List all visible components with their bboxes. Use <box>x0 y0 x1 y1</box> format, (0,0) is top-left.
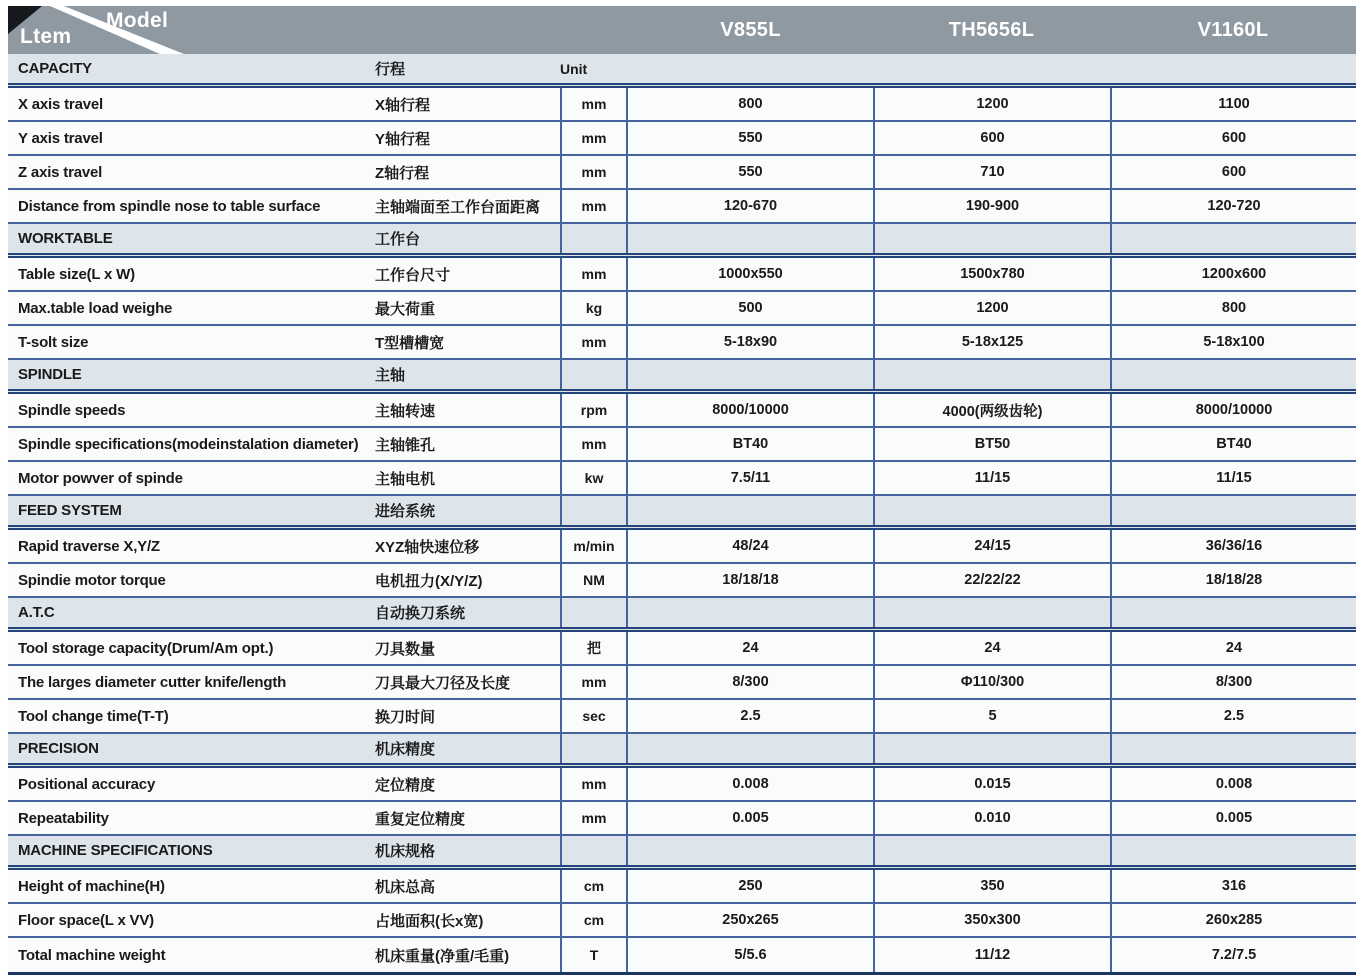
unit-cell: mm <box>560 768 628 800</box>
row-label-cn: 重复定位精度 <box>375 810 466 828</box>
value-cell: 11/12 <box>873 938 1110 972</box>
section-name-en: WORKTABLE <box>18 230 113 247</box>
unit-cell-empty <box>560 598 628 627</box>
value-cell-empty <box>628 54 873 83</box>
unit-cell-empty <box>560 360 628 389</box>
value-cell-empty <box>873 734 1110 763</box>
table-row <box>8 292 1356 326</box>
value-cell: Φ110/300 <box>873 666 1110 698</box>
row-label-en: Repeatability <box>18 809 109 827</box>
section-name-en: PRECISION <box>18 740 99 757</box>
value-cell-empty <box>628 224 873 253</box>
value-cell-empty <box>873 496 1110 525</box>
row-label-en: Z axis travel <box>18 163 103 181</box>
unit-cell: NM <box>560 564 628 596</box>
section-header-row <box>8 224 1356 258</box>
value-cell: 5-18x100 <box>1110 326 1356 358</box>
row-label-en: Max.table load weighe <box>18 299 173 317</box>
table-row <box>8 904 1356 938</box>
value-cell: 250x265 <box>722 912 779 928</box>
value-cell: 550 <box>738 164 763 180</box>
value-cell: 600 <box>1110 122 1356 154</box>
row-label-en: Y axis travel <box>18 129 103 147</box>
unit-cell: kw <box>560 462 628 494</box>
value-cell-empty <box>628 836 873 865</box>
section-name-cn: 进给系统 <box>375 503 436 520</box>
value-cell: 250 <box>738 878 763 894</box>
table-row <box>8 156 1356 190</box>
value-cell: 800 <box>1110 292 1356 324</box>
unit-cell-empty <box>560 496 628 525</box>
value-cell: 550 <box>738 130 763 146</box>
unit-cell-empty <box>560 836 628 865</box>
unit-cell: mm <box>560 326 628 358</box>
row-label-cn: 主轴转速 <box>375 402 436 420</box>
value-cell: 120-720 <box>1110 190 1356 222</box>
value-cell: 8000/10000 <box>1110 394 1356 426</box>
unit-cell: mm <box>560 428 628 460</box>
value-cell: 800 <box>738 96 763 112</box>
value-cell: 5-18x125 <box>873 326 1110 358</box>
value-cell-empty <box>628 496 873 525</box>
row-label-en: Spindle speeds <box>18 401 126 419</box>
section-header-row <box>8 836 1356 870</box>
row-label-cn: 刀具数量 <box>375 640 436 658</box>
row-label-en: Tool storage capacity(Drum/Am opt.) <box>18 639 274 657</box>
row-label-en: Total machine weight <box>18 946 166 964</box>
table-row <box>8 700 1356 734</box>
value-cell: 48/24 <box>732 538 769 554</box>
value-cell: 2.5 <box>1110 700 1356 732</box>
unit-column-header: Unit <box>560 60 588 77</box>
value-cell: 0.005 <box>1110 802 1356 834</box>
row-label-cn: Z轴行程 <box>375 164 430 182</box>
value-cell: 18/18/18 <box>722 572 779 588</box>
value-cell: 1200x600 <box>1110 258 1356 290</box>
value-cell: 24 <box>742 640 759 656</box>
section-name-en: A.T.C <box>18 604 55 621</box>
value-cell-empty <box>873 360 1110 389</box>
value-cell-empty <box>1110 598 1356 627</box>
unit-cell: mm <box>560 258 628 290</box>
value-cell: 11/15 <box>873 462 1110 494</box>
value-cell: 7.2/7.5 <box>1110 938 1356 972</box>
section-name-cn: 工作台 <box>375 231 421 248</box>
row-label-en: X axis travel <box>18 95 103 113</box>
unit-cell: mm <box>560 156 628 188</box>
section-name-en: CAPACITY <box>18 60 92 77</box>
table-row <box>8 428 1356 462</box>
machine-spec-table <box>8 6 1356 975</box>
section-name-cn: 机床精度 <box>375 741 436 758</box>
row-label-en: Distance from spindle nose to table surface <box>18 197 321 215</box>
corner-cell <box>8 6 628 54</box>
value-cell: 2.5 <box>740 708 761 724</box>
value-cell: 710 <box>873 156 1110 188</box>
value-cell: 350 <box>873 870 1110 902</box>
value-cell-empty <box>1110 734 1356 763</box>
value-cell: 5/5.6 <box>734 947 767 963</box>
value-cell-empty <box>1110 224 1356 253</box>
model-column-header-1: V855L <box>720 18 781 41</box>
row-label-cn: 占地面积(长x宽) <box>375 912 484 930</box>
table-row <box>8 326 1356 360</box>
value-cell: 7.5/11 <box>730 470 771 486</box>
corner-model-label: Model <box>106 9 169 32</box>
row-label-cn: 刀具最大刀径及长度 <box>375 674 511 692</box>
section-name-en: FEED SYSTEM <box>18 502 122 519</box>
value-cell: 1000x550 <box>718 266 783 282</box>
unit-cell: 把 <box>560 632 628 664</box>
row-label-en: Motor powver of spinde <box>18 469 183 487</box>
value-cell-empty <box>1110 496 1356 525</box>
table-row <box>8 88 1356 122</box>
unit-cell: cm <box>560 870 628 902</box>
value-cell: 1200 <box>873 88 1110 120</box>
value-cell: BT40 <box>1110 428 1356 460</box>
row-label-en: Rapid traverse X,Y/Z <box>18 537 160 555</box>
value-cell: 11/15 <box>1110 462 1356 494</box>
row-label-cn: Y轴行程 <box>375 130 431 148</box>
row-label-en: Spindle specifications(modeinstalation diameter) <box>18 435 359 453</box>
unit-cell-empty <box>560 734 628 763</box>
value-cell-empty <box>628 360 873 389</box>
row-label-cn: XYZ轴快速位移 <box>375 538 480 556</box>
value-cell: 18/18/28 <box>1110 564 1356 596</box>
row-label-en: Positional accuracy <box>18 775 156 793</box>
unit-cell: m/min <box>560 530 628 562</box>
value-cell: 1200 <box>873 292 1110 324</box>
value-cell: 8000/10000 <box>712 402 789 418</box>
unit-cell: mm <box>560 190 628 222</box>
value-cell: 5 <box>873 700 1110 732</box>
value-cell-empty <box>1110 836 1356 865</box>
value-cell-empty <box>628 598 873 627</box>
table-row <box>8 768 1356 802</box>
section-header-row <box>8 360 1356 394</box>
unit-cell: kg <box>560 292 628 324</box>
section-name-cn: 机床规格 <box>375 843 436 860</box>
row-label-en: Spindie motor torque <box>18 571 166 589</box>
row-label-cn: T型槽槽宽 <box>375 334 445 352</box>
corner-diagonal-decoration <box>8 6 628 54</box>
row-label-cn: X轴行程 <box>375 96 431 114</box>
unit-cell: mm <box>560 802 628 834</box>
row-label-cn: 主轴端面至工作台面距离 <box>375 198 541 216</box>
value-cell: 0.005 <box>732 810 769 826</box>
value-cell: 260x285 <box>1110 904 1356 936</box>
row-label-en: Table size(L x W) <box>18 265 135 283</box>
model-header-row <box>8 6 1356 54</box>
table-row <box>8 258 1356 292</box>
table-row <box>8 666 1356 700</box>
model-column-header-2: TH5656L <box>948 18 1035 41</box>
value-cell: 0.008 <box>1110 768 1356 800</box>
value-cell: 36/36/16 <box>1110 530 1356 562</box>
unit-cell: sec <box>560 700 628 732</box>
row-label-en: The larges diameter cutter knife/length <box>18 673 287 691</box>
value-cell: 1100 <box>1110 88 1356 120</box>
model-column-header-3: V1160L <box>1197 18 1269 41</box>
section-header-row <box>8 54 1356 88</box>
value-cell: 600 <box>1110 156 1356 188</box>
value-cell: 24/15 <box>873 530 1110 562</box>
value-cell: 0.008 <box>732 776 769 792</box>
table-row <box>8 632 1356 666</box>
value-cell: 0.015 <box>873 768 1110 800</box>
value-cell-empty <box>1110 360 1356 389</box>
section-name-cn: 行程 <box>375 61 406 78</box>
value-cell: 8/300 <box>1110 666 1356 698</box>
row-label-cn: 换刀时间 <box>375 708 436 726</box>
value-cell: 0.010 <box>873 802 1110 834</box>
unit-cell: mm <box>560 666 628 698</box>
value-cell: 24 <box>1110 632 1356 664</box>
table-row <box>8 462 1356 496</box>
value-cell-empty <box>873 224 1110 253</box>
row-label-en: T-solt size <box>18 333 89 351</box>
value-cell-empty <box>873 598 1110 627</box>
row-label-en: Floor space(L x VV) <box>18 911 154 929</box>
corner-item-label: Ltem <box>20 25 72 48</box>
row-label-en: Height of machine(H) <box>18 877 165 895</box>
section-name-en: MACHINE SPECIFICATIONS <box>18 842 213 859</box>
unit-cell: rpm <box>560 394 628 426</box>
row-label-cn: 工作台尺寸 <box>375 266 451 284</box>
unit-cell-empty <box>560 224 628 253</box>
value-cell: 316 <box>1110 870 1356 902</box>
value-cell: 5-18x90 <box>723 334 778 350</box>
table-row <box>8 938 1356 972</box>
value-cell: 350x300 <box>873 904 1110 936</box>
table-row <box>8 530 1356 564</box>
value-cell-empty <box>628 734 873 763</box>
section-header-row <box>8 598 1356 632</box>
section-name-cn: 主轴 <box>375 367 406 384</box>
value-cell-empty <box>873 54 1110 83</box>
row-label-cn: 主轴电机 <box>375 470 436 488</box>
unit-cell: cm <box>560 904 628 936</box>
value-cell-empty <box>1110 54 1356 83</box>
table-row <box>8 394 1356 428</box>
value-cell: 500 <box>738 300 763 316</box>
value-cell: 600 <box>873 122 1110 154</box>
value-cell: 190-900 <box>873 190 1110 222</box>
section-header-row <box>8 496 1356 530</box>
row-label-en: Tool change time(T-T) <box>18 707 169 725</box>
value-cell-empty <box>873 836 1110 865</box>
value-cell: 8/300 <box>732 674 769 690</box>
row-label-cn: 电机扭力(X/Y/Z) <box>375 572 483 590</box>
table-row <box>8 802 1356 836</box>
table-row <box>8 122 1356 156</box>
unit-cell: mm <box>560 88 628 120</box>
value-cell: 1500x780 <box>873 258 1110 290</box>
row-label-cn: 主轴锥孔 <box>375 436 436 454</box>
value-cell: BT40 <box>732 436 769 452</box>
section-name-en: SPINDLE <box>18 366 82 383</box>
row-label-cn: 最大荷重 <box>375 300 436 318</box>
row-label-cn: 定位精度 <box>375 776 436 794</box>
table-row <box>8 564 1356 598</box>
value-cell: 22/22/22 <box>873 564 1110 596</box>
value-cell: BT50 <box>873 428 1110 460</box>
table-row <box>8 190 1356 224</box>
value-cell: 4000(两级齿轮) <box>873 394 1110 426</box>
section-header-row <box>8 734 1356 768</box>
unit-cell: mm <box>560 122 628 154</box>
table-row <box>8 870 1356 904</box>
value-cell: 120-670 <box>723 198 778 214</box>
section-name-cn: 自动换刀系统 <box>375 605 466 622</box>
value-cell: 24 <box>873 632 1110 664</box>
row-label-cn: 机床重量(净重/毛重) <box>375 947 510 965</box>
unit-cell: T <box>560 938 628 972</box>
row-label-cn: 机床总高 <box>375 878 436 896</box>
